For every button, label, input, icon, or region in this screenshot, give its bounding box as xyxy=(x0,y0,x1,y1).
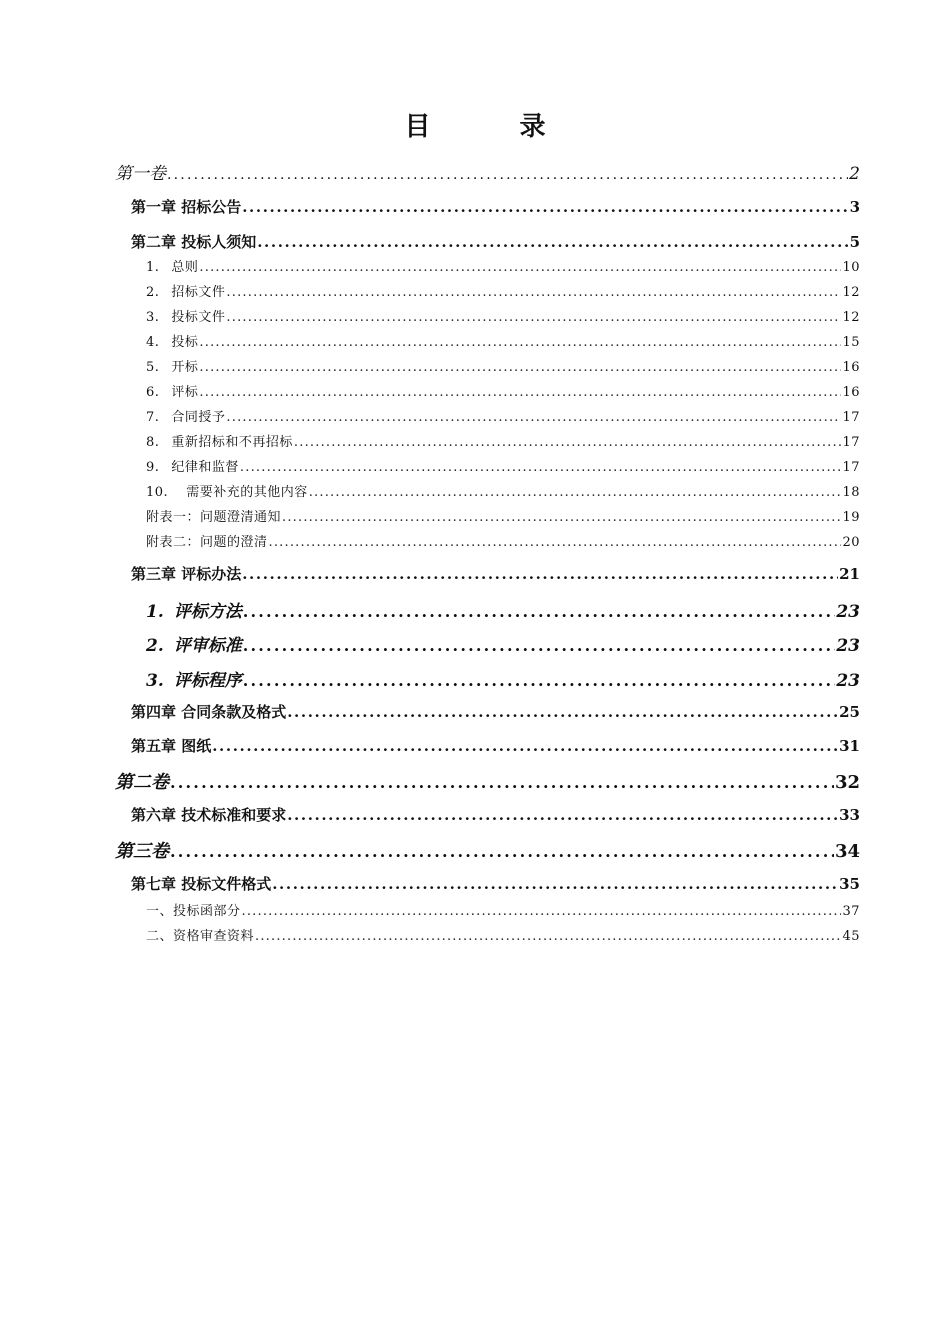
toc-entry-volume-3[interactable] xyxy=(115,837,860,863)
toc-label: 第五章 图纸 xyxy=(131,737,212,755)
toc-entry-section[interactable] xyxy=(146,925,860,944)
toc-page: 31 xyxy=(839,737,860,755)
toc-entry-chapter-7[interactable] xyxy=(131,873,860,894)
toc-page: 25 xyxy=(839,703,860,721)
toc-label: 一、投标函部分 xyxy=(146,904,241,919)
toc-leader xyxy=(255,929,841,944)
toc-page: 17 xyxy=(842,410,860,425)
toc-number: 1. xyxy=(146,602,164,622)
toc-page: 20 xyxy=(842,535,860,550)
toc-entry-chapter-3[interactable] xyxy=(131,563,860,584)
toc-label: 9. 纪律和监督 xyxy=(146,460,239,475)
toc-number: 6. xyxy=(146,385,160,400)
toc-entry-section[interactable] xyxy=(146,481,860,500)
toc-entry-chapter-5[interactable] xyxy=(131,735,860,756)
toc-label: 3. 投标文件 xyxy=(146,310,226,325)
toc-page: 21 xyxy=(839,565,860,583)
toc-page: 12 xyxy=(842,285,860,300)
toc-entry-section[interactable] xyxy=(146,356,860,375)
toc-leader xyxy=(170,773,834,792)
toc-label: 第一卷 xyxy=(115,164,166,184)
toc-entry-chapter-2[interactable] xyxy=(131,231,860,252)
toc-entry-section[interactable] xyxy=(146,381,860,400)
toc-number: 10. xyxy=(146,485,169,500)
toc-leader xyxy=(257,233,848,251)
toc-entry-section[interactable] xyxy=(146,456,860,475)
toc-page: 35 xyxy=(839,875,860,893)
toc-leader xyxy=(242,198,848,216)
toc-label: 6. 评标 xyxy=(146,385,199,400)
toc-page: 3 xyxy=(849,198,860,216)
toc-leader xyxy=(287,703,838,721)
toc-label: 3. 评标程序 xyxy=(146,671,242,691)
toc-page: 34 xyxy=(834,841,860,862)
toc-entry-section[interactable] xyxy=(146,631,860,656)
toc-leader xyxy=(243,671,836,690)
toc-leader xyxy=(199,260,841,275)
toc-page: 5 xyxy=(849,233,860,251)
toc-leader xyxy=(282,510,841,525)
toc-leader xyxy=(294,435,842,450)
toc-entry-section[interactable] xyxy=(146,331,860,350)
toc-label: 第六章 技术标准和要求 xyxy=(131,806,287,824)
toc-number: 9. xyxy=(146,460,160,475)
toc-number: 2. xyxy=(146,636,164,656)
toc-entry-section[interactable] xyxy=(146,406,860,425)
toc-leader xyxy=(167,167,848,183)
toc-label: 第七章 投标文件格式 xyxy=(131,875,272,893)
toc-leader xyxy=(240,460,842,475)
toc-page: 15 xyxy=(842,335,860,350)
toc-entry-volume-1[interactable] xyxy=(115,159,860,184)
toc-leader xyxy=(269,535,842,550)
toc-label: 2. 招标文件 xyxy=(146,285,226,300)
toc-label: 二、资格审查资料 xyxy=(146,929,255,944)
toc-page: 10 xyxy=(842,260,860,275)
toc-page: 23 xyxy=(836,636,860,656)
toc-leader xyxy=(242,904,842,919)
toc-leader xyxy=(226,285,841,300)
toc-label: 1. 总则 xyxy=(146,260,199,275)
toc-page: 2 xyxy=(849,164,860,184)
toc-label: 第三章 评标办法 xyxy=(131,565,242,583)
toc-page: 17 xyxy=(842,435,860,450)
toc-page: 12 xyxy=(842,310,860,325)
toc-page: 17 xyxy=(842,460,860,475)
toc-entry-section[interactable] xyxy=(146,306,860,325)
toc-number: 3. xyxy=(146,310,160,325)
toc-page: 19 xyxy=(842,510,860,525)
toc-leader xyxy=(243,636,836,655)
toc-page: 16 xyxy=(842,360,860,375)
toc-label: 附表一：问题澄清通知 xyxy=(146,510,282,525)
toc-label: 附表二：问题的澄清 xyxy=(146,535,268,550)
toc-label: 第二章 投标人须知 xyxy=(131,233,257,251)
toc-page: 37 xyxy=(842,904,860,919)
toc-label: 4. 投标 xyxy=(146,335,199,350)
toc-page: 16 xyxy=(842,385,860,400)
toc-leader xyxy=(243,602,836,621)
toc-entry-volume-2[interactable] xyxy=(115,768,860,794)
toc-label: 8. 重新招标和不再招标 xyxy=(146,435,293,450)
toc-number: 5. xyxy=(146,360,160,375)
toc-leader xyxy=(199,385,841,400)
toc-entry-section[interactable] xyxy=(146,281,860,300)
toc-label: 5. 开标 xyxy=(146,360,199,375)
toc-label: 第三卷 xyxy=(115,841,169,862)
toc-label: 2. 评审标准 xyxy=(146,636,242,656)
toc-leader xyxy=(199,360,841,375)
toc-page: 45 xyxy=(842,929,860,944)
toc-number: 7. xyxy=(146,410,160,425)
toc-label: 1. 评标方法 xyxy=(146,602,242,622)
toc-entry-section[interactable] xyxy=(146,597,860,622)
toc-leader xyxy=(212,737,838,755)
toc-page: 18 xyxy=(842,485,860,500)
toc-leader xyxy=(309,485,842,500)
toc-leader xyxy=(170,842,834,861)
toc-entry-chapter-6[interactable] xyxy=(131,804,860,825)
toc-entry-chapter-4[interactable] xyxy=(131,701,860,722)
toc-label: 第一章 招标公告 xyxy=(131,198,242,216)
toc-leader xyxy=(287,806,838,824)
toc-label: 7. 合同授予 xyxy=(146,410,226,425)
toc-label: 第二卷 xyxy=(115,772,169,793)
toc-page: 23 xyxy=(836,602,860,622)
toc-label: 第四章 合同条款及格式 xyxy=(131,703,287,721)
toc-leader xyxy=(226,410,841,425)
toc-entry-chapter-1[interactable] xyxy=(131,196,860,217)
toc-number: 4. xyxy=(146,335,160,350)
toc-number: 1. xyxy=(146,260,160,275)
toc-entry-section[interactable] xyxy=(146,900,860,919)
toc-number: 8. xyxy=(146,435,160,450)
toc-number: 3. xyxy=(146,671,164,691)
toc-entry-section[interactable] xyxy=(146,666,860,691)
toc-leader xyxy=(242,565,838,583)
toc-page: 33 xyxy=(839,806,860,824)
page-title: 目 录 xyxy=(404,112,586,142)
toc-leader xyxy=(272,875,838,893)
toc-entry-appendix[interactable] xyxy=(146,531,860,550)
toc-entry-section[interactable] xyxy=(146,431,860,450)
toc-entry-appendix[interactable] xyxy=(146,506,860,525)
toc-leader xyxy=(226,310,841,325)
toc-number: 2. xyxy=(146,285,160,300)
toc-entry-section[interactable] xyxy=(146,256,860,275)
toc-label: 10. 需要补充的其他内容 xyxy=(146,485,308,500)
toc-page: 32 xyxy=(834,772,860,793)
toc-leader xyxy=(199,335,841,350)
toc-page: 23 xyxy=(836,671,860,691)
